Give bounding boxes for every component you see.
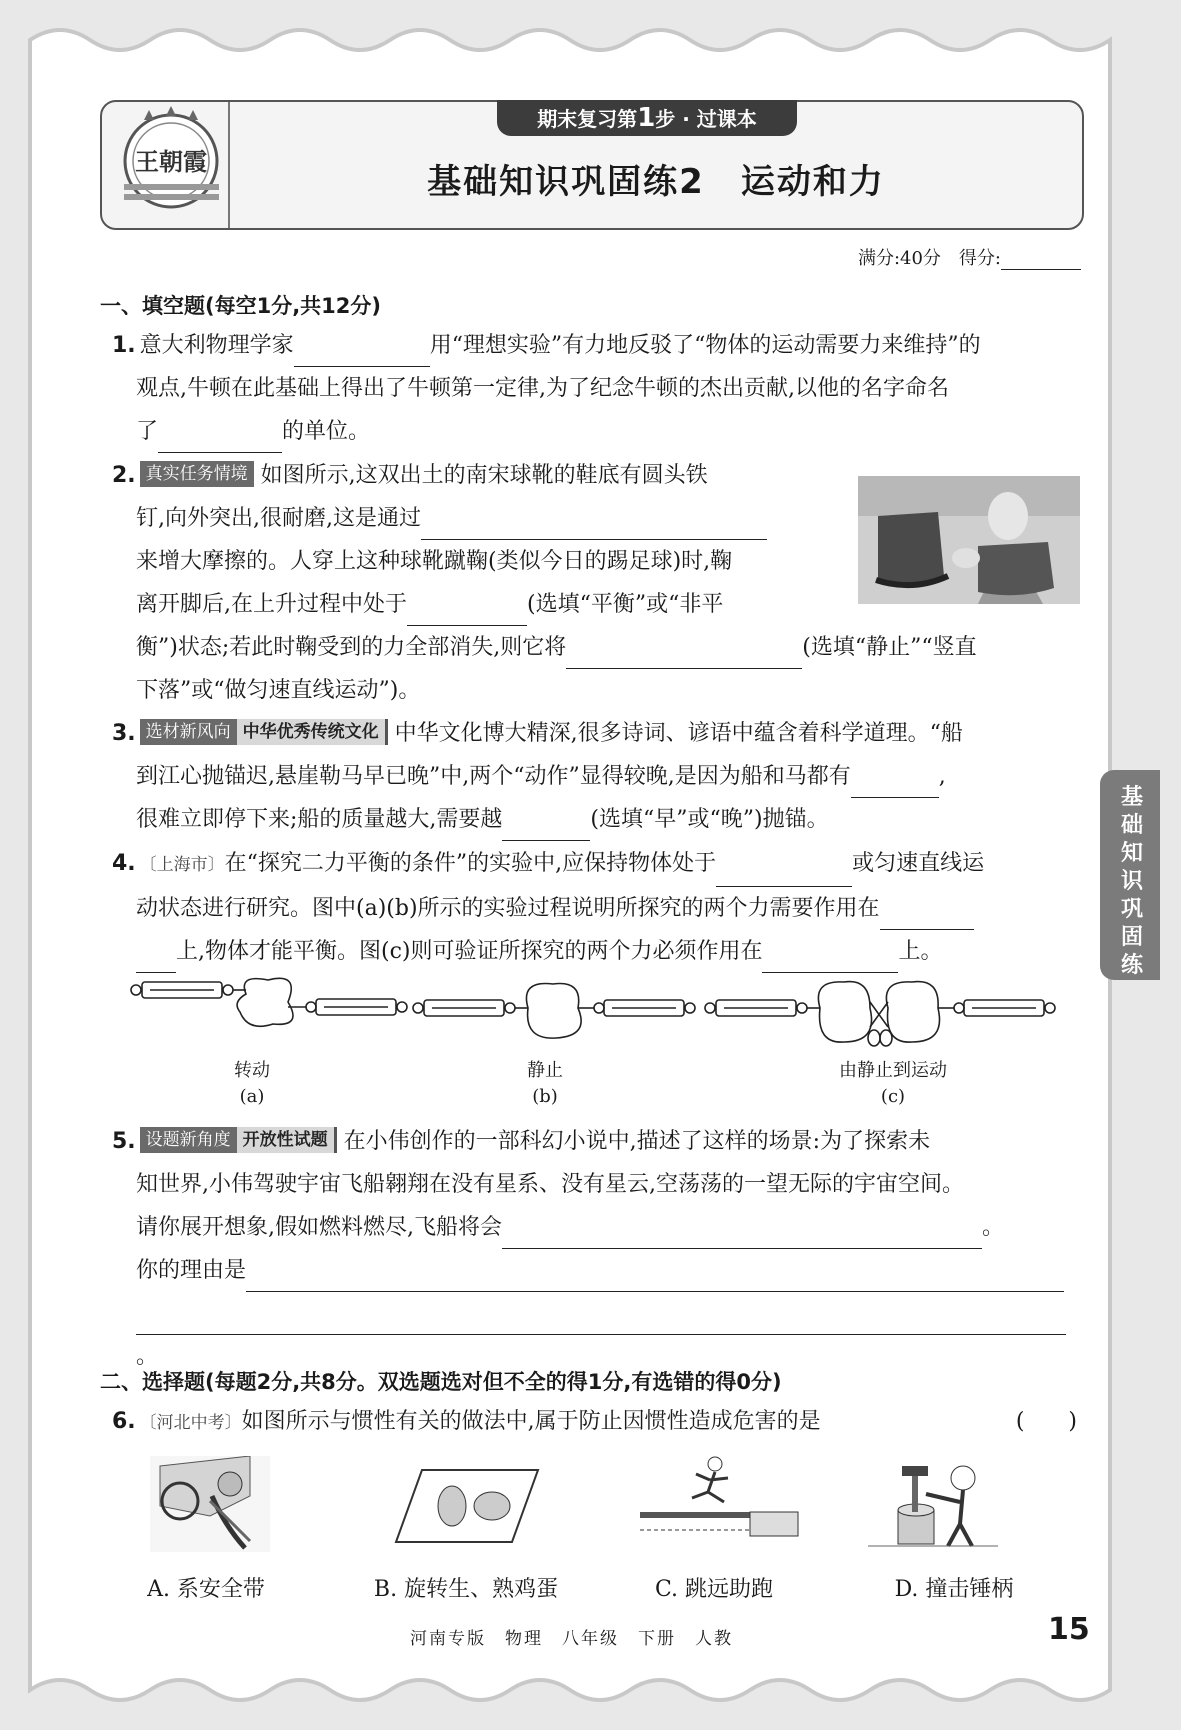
question-4: 4. 〔上海市〕在“探究二力平衡的条件”的实验中,应保持物体处于 或匀速直线运 动状态进行研究。图中(a)(b)所示的实验过程说明所探究的两个力需要作用在 上,物体才能平衡。图(c)则可验证所探究的两个力必须作用在 上。 xyxy=(112,842,1080,973)
section-fill-in: 一、填空题(每空1分,共12分) xyxy=(100,294,382,318)
choice-b[interactable]: B. 旋转生、熟鸡蛋 xyxy=(373,1577,559,1602)
step-tab-pre: 期末复习第 xyxy=(537,107,638,131)
q1-blank-2[interactable] xyxy=(158,426,282,453)
q3-blank-1[interactable] xyxy=(851,771,939,798)
page-number: 15 xyxy=(1048,1612,1090,1647)
figure-b-label: (b) xyxy=(532,1086,558,1107)
figure-a-caption: 转动 xyxy=(234,1060,270,1081)
score-line xyxy=(858,244,1081,270)
got-score-label: 得分: xyxy=(958,248,1001,269)
answer-parentheses[interactable]: ( ) xyxy=(1015,1409,1077,1434)
section-choice: 二、选择题(每题2分,共8分。双选题选对但不全的得1分,有选错的得0分) xyxy=(100,1370,782,1394)
question-1: 1. 意大利物理学家 用“理想实验”有力地反驳了“物体的运动需要力来维持”的 观点,牛顿在此基础上得出了牛顿第一定律,为了纪念牛顿的杰出贡献,以他的名字命名 了 的单位。 xyxy=(112,324,1080,453)
wangzhaoxia-logo xyxy=(114,106,229,221)
score-blank[interactable] xyxy=(1001,249,1081,270)
figure-c-caption: 由静止到运动 xyxy=(839,1060,947,1081)
seatbelt-picture xyxy=(150,1456,270,1552)
figure-b-caption: 静止 xyxy=(527,1060,563,1081)
q5-blank-1[interactable] xyxy=(502,1222,982,1249)
q1-blank-1[interactable] xyxy=(294,340,430,367)
question-6: 6. 〔河北中考〕如图所示与惯性有关的做法中,属于防止因惯性造成危害的是 xyxy=(112,1409,821,1434)
page-title: 基础知识巩固练2 运动和力 xyxy=(427,162,885,202)
q4-blank-3[interactable] xyxy=(762,946,898,973)
step-number: 1 xyxy=(637,103,656,133)
long-jump-picture xyxy=(640,1452,800,1548)
q4-blank-2b[interactable] xyxy=(136,946,176,973)
choice-d[interactable]: D. 撞击锤柄 xyxy=(894,1577,1014,1602)
logo-text: 王朝霞 xyxy=(135,147,207,176)
question-2: 2. 真实任务情境 如图所示,这双出土的南宋球靴的鞋底有圆头铁 钉,向外突出,很耐磨,这是通过 来增大摩擦的。人穿上这种球靴蹴鞠(类似今日的踢足球)时,鞠 离开脚后,在上升过程中处于 (选填“平衡”或“非平 xyxy=(112,454,832,626)
question-3: 3. 选材新风向 中华优秀传统文化 中华文化博大精深,很多诗词、谚语中蕴含着科学道理。“船 到江心抛锚迟,悬崖勒马早已晚”中,两个“动作”显得较晚,是因为船和马都有 , 很难立即停下来;船的质量越大,需要越 (选填“早”或“晚”)抛锚。 xyxy=(112,712,1080,841)
footer-edition: 河南专版 物理 八年级 下册 人教 xyxy=(410,1629,733,1649)
hammer-handle-picture xyxy=(868,1454,998,1550)
choice-a[interactable]: A. 系安全带 xyxy=(147,1577,265,1602)
step-tab xyxy=(497,100,797,136)
q1-number: 1. xyxy=(112,333,136,358)
q4-blank-2a[interactable] xyxy=(880,903,974,930)
figure-c xyxy=(705,982,1055,1046)
side-tab-basic-practice: 基 础 知 识 巩 固 练 xyxy=(1100,770,1160,980)
tag-real-task: 真实任务情境 xyxy=(140,461,254,487)
q5-blank-2a[interactable] xyxy=(246,1265,1064,1292)
q5-blank-2b[interactable] xyxy=(136,1308,1066,1335)
song-dynasty-boots-photo xyxy=(858,476,1080,604)
q4-blank-1[interactable] xyxy=(716,860,852,887)
figure-c-label: (c) xyxy=(880,1086,906,1107)
q2-blank-2[interactable] xyxy=(407,599,527,626)
full-score: 满分:40分 xyxy=(857,248,941,269)
figure-a xyxy=(131,978,407,1026)
tag-open-question: 开放性试题 xyxy=(237,1127,337,1153)
header-divider xyxy=(228,102,230,228)
question-5: 5. 设题新角度 开放性试题 在小伟创作的一部科幻小说中,描述了这样的场景:为了探索未 知世界,小伟驾驶宇宙飞船翱翔在没有星系、没有星云,空荡荡的一望无际的宇宙空间。 请你展开想象,假如燃料燃尽,飞船将会 。 你的理由是 。 xyxy=(112,1120,1080,1378)
figure-a-label: (a) xyxy=(239,1086,265,1107)
tag-new-angle: 设题新角度 xyxy=(140,1127,237,1153)
step-tab-post: 步 · 过课本 xyxy=(655,107,757,131)
question-2-cont: 衡”)状态;若此时鞠受到的力全部消失,则它将 (选填“静止”“竖直 下落”或“做匀速直线运动”)。 xyxy=(136,635,977,703)
tag-chinese-culture: 中华优秀传统文化 xyxy=(237,719,388,745)
chapter-header xyxy=(100,100,1084,230)
figure-b xyxy=(413,984,695,1039)
spinning-eggs-picture xyxy=(392,1466,542,1546)
q2-blank-1[interactable] xyxy=(421,513,767,540)
tag-new-material: 选材新风向 xyxy=(140,719,237,745)
q2-blank-3[interactable] xyxy=(566,642,802,669)
q3-blank-2[interactable] xyxy=(502,814,590,841)
choice-c[interactable]: C. 跳远助跑 xyxy=(654,1577,774,1602)
